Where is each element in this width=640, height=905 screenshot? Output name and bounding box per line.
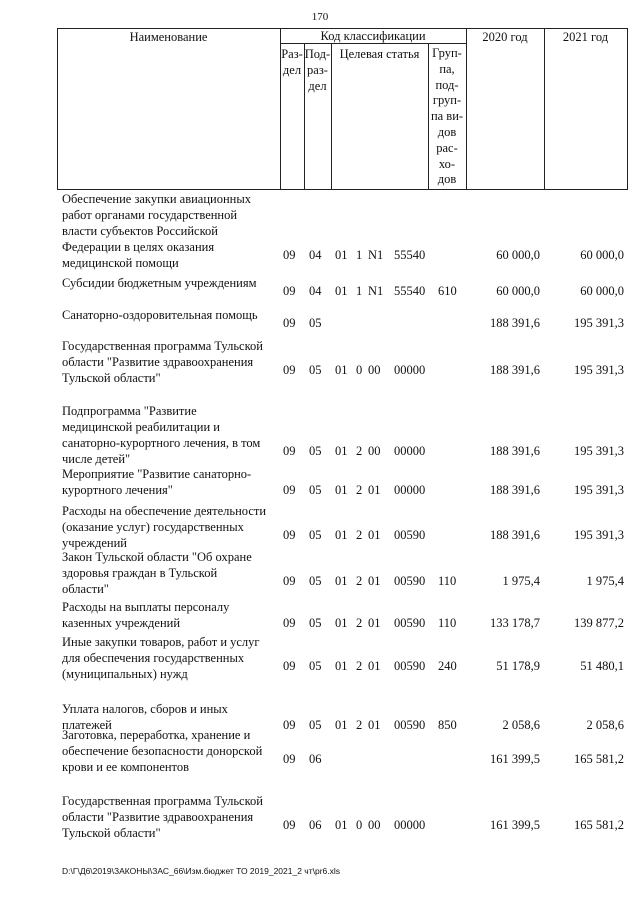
code-t4: 00000 — [394, 444, 426, 458]
row-name: Государственная программа Тульской области "Развитие здравоохранения Тульской области" — [62, 339, 263, 385]
header-code: Код классификации — [320, 29, 426, 43]
code-t2: 2 — [356, 483, 363, 497]
code-rz: 09 — [283, 316, 296, 330]
value-2020: 161 399,5 — [490, 818, 540, 832]
header-left-border — [57, 28, 58, 190]
code-vr: 110 — [438, 616, 457, 630]
file-path-footer: D:\Г\Д6\2019\ЗАКОНЫ\ЗАС_66\Изм.бюджет ТО 2019_2021_2 чт\pr6.xls — [62, 866, 341, 876]
code-t1: 01 — [335, 248, 348, 262]
code-pr: 05 — [309, 616, 322, 630]
code-rz: 09 — [283, 752, 296, 766]
code-t4: 55540 — [394, 284, 426, 298]
code-t3: 01 — [368, 718, 381, 732]
row-name: Мероприятие "Развитие санаторно- курортного лечения" — [62, 467, 252, 497]
value-2021: 139 877,2 — [574, 616, 624, 630]
code-t1: 01 — [335, 818, 348, 832]
code-t2: 2 — [356, 659, 363, 673]
code-t3: N1 — [368, 248, 384, 262]
code-pr: 05 — [309, 363, 322, 377]
table-row — [0, 634, 640, 682]
row-name: Закон Тульской области "Об охране здоровья граждан в Тульской области" — [62, 550, 252, 596]
code-t2: 2 — [356, 574, 363, 588]
value-2021: 2 058,6 — [586, 718, 624, 732]
table-row — [0, 403, 640, 467]
table-row — [0, 307, 640, 330]
code-t3: 01 — [368, 574, 381, 588]
code-t4: 00000 — [394, 818, 426, 832]
code-pr: 04 — [309, 284, 322, 298]
code-t3: 00 — [368, 818, 381, 832]
code-t4: 00590 — [394, 659, 426, 673]
header-podrazdel: Под- раз- дел — [304, 47, 331, 93]
value-2021: 60 000,0 — [580, 248, 624, 262]
header-razdel: Раз- дел — [281, 47, 303, 77]
page-number: 170 — [311, 11, 329, 23]
header-bottom-border — [57, 189, 628, 190]
value-2020: 188 391,6 — [490, 444, 540, 458]
code-vr: 850 — [438, 718, 457, 732]
code-t3: N1 — [368, 284, 384, 298]
code-t1: 01 — [335, 444, 348, 458]
code-vr: 110 — [438, 574, 457, 588]
code-t4: 00000 — [394, 483, 426, 497]
table-row — [0, 338, 640, 386]
header-right-border — [627, 28, 628, 190]
code-t1: 01 — [335, 718, 348, 732]
value-2020: 60 000,0 — [496, 284, 540, 298]
value-2020: 1 975,4 — [502, 574, 540, 588]
code-rz: 09 — [283, 444, 296, 458]
code-pr: 06 — [309, 752, 322, 766]
value-2021: 195 391,3 — [574, 363, 624, 377]
code-pr: 05 — [309, 659, 322, 673]
value-2020: 133 178,7 — [490, 616, 540, 630]
code-vr: 610 — [438, 284, 457, 298]
value-2020: 188 391,6 — [490, 528, 540, 542]
value-2020: 51 178,9 — [496, 659, 540, 673]
code-t2: 0 — [356, 363, 363, 377]
table-row — [0, 549, 640, 597]
row-name: Обеспечение закупки авиационных работ органами государственной власти субъектов Российской Федерации в целях оказания медицинской помощи — [62, 192, 251, 270]
value-2021: 1 975,4 — [586, 574, 624, 588]
code-rz: 09 — [283, 659, 296, 673]
code-rz: 09 — [283, 528, 296, 542]
header-col-divider — [331, 43, 332, 190]
code-rz: 09 — [283, 718, 296, 732]
code-t3: 01 — [368, 616, 381, 630]
value-2020: 188 391,6 — [490, 316, 540, 330]
code-t1: 01 — [335, 528, 348, 542]
code-t3: 01 — [368, 528, 381, 542]
code-t1: 01 — [335, 659, 348, 673]
table-row — [0, 793, 640, 841]
value-2020: 60 000,0 — [496, 248, 540, 262]
code-pr: 05 — [309, 444, 322, 458]
value-2021: 195 391,3 — [574, 528, 624, 542]
code-t2: 2 — [356, 616, 363, 630]
code-pr: 05 — [309, 316, 322, 330]
header-group: Груп- па, под- груп- па ви- дов рас- хо- дов — [430, 46, 464, 187]
row-name: Расходы на выплаты персоналу казенных учреждений — [62, 600, 230, 630]
value-2021: 195 391,3 — [574, 483, 624, 497]
code-pr: 04 — [309, 248, 322, 262]
value-2021: 60 000,0 — [580, 284, 624, 298]
row-name: Уплата налогов, сборов и иных платежей — [62, 702, 228, 732]
value-2020: 188 391,6 — [490, 363, 540, 377]
code-rz: 09 — [283, 284, 296, 298]
row-name: Субсидии бюджетным учреждениям — [62, 276, 257, 290]
code-t3: 01 — [368, 483, 381, 497]
code-rz: 09 — [283, 248, 296, 262]
code-t1: 01 — [335, 363, 348, 377]
row-name: Расходы на обеспечение деятельности (оказание услуг) государственных учреждений — [62, 504, 267, 550]
header-target: Целевая статья — [339, 47, 420, 61]
code-t3: 00 — [368, 444, 381, 458]
code-t4: 00590 — [394, 574, 426, 588]
code-vr: 240 — [438, 659, 457, 673]
code-t1: 01 — [335, 483, 348, 497]
code-pr: 05 — [309, 528, 322, 542]
code-t2: 2 — [356, 528, 363, 542]
value-2021: 165 581,2 — [574, 752, 624, 766]
code-rz: 09 — [283, 818, 296, 832]
header-year-2020: 2020 год — [482, 30, 528, 44]
table-row — [0, 727, 640, 775]
table-row — [0, 599, 640, 631]
code-t4: 00590 — [394, 718, 426, 732]
row-name: Подпрограмма "Развитие медицинской реабилитации и санаторно-курортного лечения, в том числе детей" — [62, 404, 261, 466]
value-2021: 51 480,1 — [580, 659, 624, 673]
row-name: Санаторно-оздоровительная помощь — [62, 308, 258, 322]
code-t2: 2 — [356, 444, 363, 458]
header-name: Наименование — [129, 30, 208, 44]
code-rz: 09 — [283, 363, 296, 377]
value-2020: 188 391,6 — [490, 483, 540, 497]
table-row — [0, 275, 640, 298]
row-name: Заготовка, переработка, хранение и обеспечение безопасности донорской крови и ее компонентов — [62, 728, 263, 774]
code-t1: 01 — [335, 574, 348, 588]
code-pr: 05 — [309, 483, 322, 497]
value-2020: 2 058,6 — [502, 718, 540, 732]
code-pr: 05 — [309, 574, 322, 588]
code-t4: 00000 — [394, 363, 426, 377]
code-t4: 00590 — [394, 616, 426, 630]
code-pr: 05 — [309, 718, 322, 732]
code-t1: 01 — [335, 616, 348, 630]
row-name: Государственная программа Тульской области "Развитие здравоохранения Тульской области" — [62, 794, 263, 840]
header-col-divider — [466, 28, 467, 190]
table-row — [0, 503, 640, 551]
code-t1: 01 — [335, 284, 348, 298]
value-2021: 195 391,3 — [574, 444, 624, 458]
code-t2: 2 — [356, 718, 363, 732]
code-rz: 09 — [283, 574, 296, 588]
code-t2: 1 — [356, 248, 363, 262]
code-rz: 09 — [283, 616, 296, 630]
row-name: Иные закупки товаров, работ и услуг для обеспечения государственных (муниципальных) нужд — [62, 635, 260, 681]
code-t2: 1 — [356, 284, 363, 298]
code-t3: 01 — [368, 659, 381, 673]
code-t2: 0 — [356, 818, 363, 832]
header-year-2021: 2021 год — [562, 30, 609, 44]
value-2021: 195 391,3 — [574, 316, 624, 330]
code-rz: 09 — [283, 483, 296, 497]
value-2020: 161 399,5 — [490, 752, 540, 766]
value-2021: 165 581,2 — [574, 818, 624, 832]
code-t3: 00 — [368, 363, 381, 377]
table-row — [0, 466, 640, 498]
code-pr: 06 — [309, 818, 322, 832]
header-col-divider — [544, 28, 545, 190]
table-row — [0, 191, 640, 271]
code-t4: 00590 — [394, 528, 426, 542]
code-t4: 55540 — [394, 248, 426, 262]
